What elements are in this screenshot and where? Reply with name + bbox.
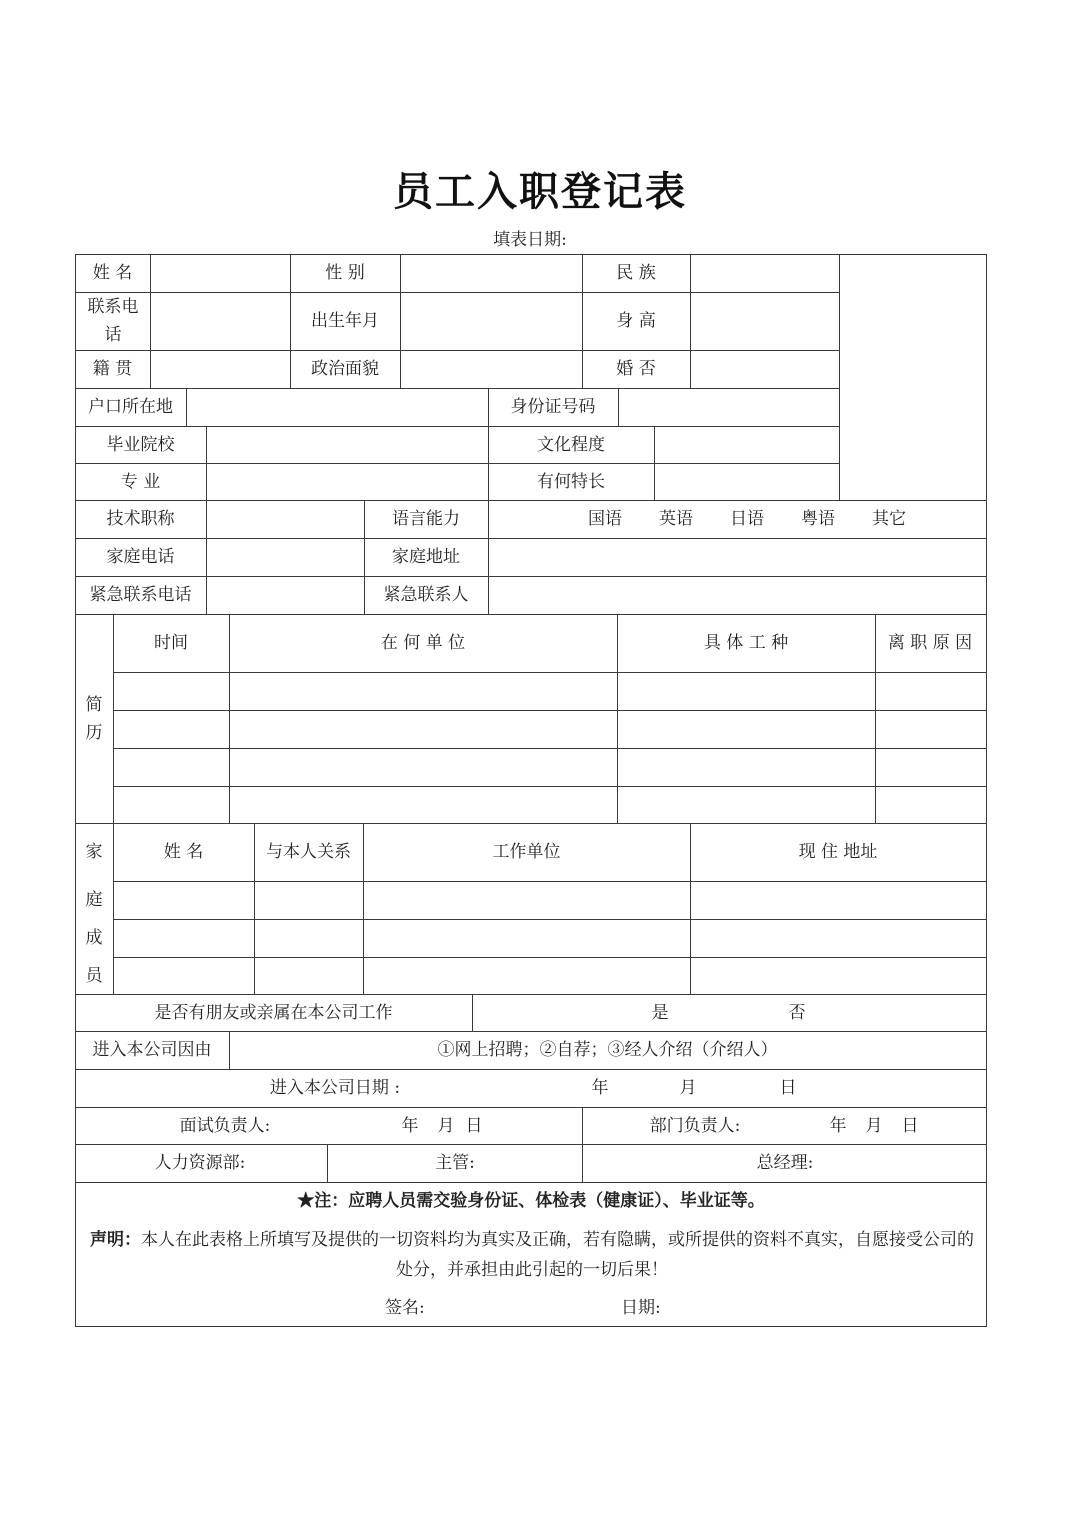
major-field[interactable] [206, 463, 488, 500]
emergency-phone-field[interactable] [206, 576, 364, 614]
dept-head-day: 日 [901, 1115, 919, 1136]
phone-label: 联系电话 [87, 297, 139, 345]
registration-form [75, 254, 987, 1327]
marital-field[interactable] [690, 350, 839, 388]
specialty-label: 有何特长 [537, 471, 605, 492]
interviewer-month: 月 [437, 1115, 455, 1136]
family-label-4: 员 [85, 965, 103, 986]
name-label: 姓 名 [92, 263, 133, 283]
fill-date-label: 填表日期: [493, 230, 567, 250]
dept-head-year: 年 [829, 1115, 847, 1136]
interviewer-label: 面试负责人: [179, 1115, 271, 1136]
language-option[interactable]: 国语 [588, 509, 622, 529]
resume-entry-field[interactable] [113, 748, 987, 786]
home-phone-label: 家庭电话 [106, 547, 175, 567]
family-entry-field[interactable] [113, 919, 987, 957]
language-option[interactable]: 日语 [730, 509, 764, 529]
grid-line [472, 994, 473, 1031]
date-label: 日期: [621, 1298, 661, 1318]
family-label-3: 成 [85, 928, 103, 948]
declaration-label: 声明： [90, 1230, 141, 1250]
dept-head-month: 月 [865, 1115, 883, 1136]
hukou-label: 户口所在地 [88, 397, 173, 417]
family-header-address: 现 住 地址 [798, 842, 878, 862]
resume-header-job: 具 体 工 种 [703, 633, 789, 653]
education-field[interactable] [654, 426, 839, 463]
resume-entry-field[interactable] [113, 672, 987, 710]
family-entry-field[interactable] [113, 957, 987, 994]
photo-box [839, 254, 986, 500]
supervisor-label: 主管: [435, 1153, 475, 1173]
relatives-no-option[interactable]: 否 [788, 1002, 806, 1023]
declaration-text: 本人在此表格上所填写及提供的一切资料均为真实及正确，若有隐瞒，或所提供的资料不真实，自愿接受公司的处分，并承担由此引起的一切后果！ [141, 1230, 974, 1280]
tech-title-label: 技术职称 [106, 509, 175, 529]
home-address-label: 家庭地址 [392, 547, 460, 567]
emergency-contact-field[interactable] [488, 576, 986, 614]
birth-field[interactable] [400, 292, 582, 350]
join-day-label: 日 [779, 1078, 797, 1098]
reason-label: 进入本公司因由 [92, 1040, 212, 1060]
language-option[interactable]: 粤语 [801, 509, 835, 529]
language-option[interactable]: 其它 [872, 509, 906, 529]
grid-line [327, 1144, 328, 1182]
home-address-field[interactable] [488, 538, 986, 576]
school-field[interactable] [206, 426, 488, 463]
id-number-field[interactable] [618, 388, 839, 426]
specialty-field[interactable] [654, 463, 839, 500]
birth-label: 出生年月 [311, 311, 379, 331]
height-label: 身 高 [616, 311, 656, 331]
political-status-field[interactable] [400, 350, 582, 388]
join-year-label: 年 [591, 1078, 609, 1098]
phone-field[interactable] [150, 292, 290, 350]
family-header-name: 姓 名 [163, 842, 204, 862]
grid-line [75, 1069, 987, 1070]
language-options [488, 500, 986, 538]
resume-entry-field[interactable] [113, 786, 987, 823]
grid-line [75, 1326, 987, 1327]
resume-header-time: 时间 [154, 633, 188, 653]
resume-header-reason: 离 职 原 因 [887, 633, 973, 653]
note-star: ★注：应聘人员需交验身份证、体检表（健康证）、毕业证等。 [297, 1191, 765, 1211]
ethnicity-field[interactable] [690, 254, 839, 292]
ethnicity-label: 民 族 [616, 263, 656, 283]
form-title: 员工入职登记表 [393, 169, 687, 215]
reason-options[interactable]: ①网上招聘；②自荐；③经人介绍（介绍人） [437, 1040, 778, 1060]
resume-label: 简 历 [85, 694, 103, 743]
language-label: 语言能力 [392, 509, 460, 529]
join-date-label: 进入本公司日期 : [269, 1078, 401, 1098]
political-status-label: 政治面貌 [311, 359, 379, 379]
relatives-question: 是否有朋友或亲属在本公司工作 [154, 1002, 393, 1023]
major-label: 专 业 [120, 471, 161, 492]
native-place-label: 籍 贯 [92, 359, 133, 379]
relatives-yes-option[interactable]: 是 [651, 1002, 669, 1023]
grid-line [582, 1107, 583, 1182]
hr-label: 人力资源部: [154, 1153, 246, 1173]
school-label: 毕业院校 [106, 434, 175, 455]
marital-label: 婚 否 [616, 359, 656, 379]
family-label-2: 庭 [85, 890, 103, 910]
join-month-label: 月 [679, 1078, 697, 1098]
interviewer-year: 年 [401, 1115, 419, 1136]
gender-field[interactable] [400, 254, 582, 292]
emergency-contact-label: 紧急联系人 [383, 585, 469, 605]
height-field[interactable] [690, 292, 839, 350]
gender-label: 性 别 [325, 263, 365, 283]
family-header-relation: 与本人关系 [266, 842, 351, 862]
gm-label: 总经理: [756, 1153, 814, 1173]
dept-head-label: 部门负责人: [649, 1115, 741, 1136]
native-place-field[interactable] [150, 350, 290, 388]
family-entry-field[interactable] [113, 881, 987, 919]
id-number-label: 身份证号码 [510, 397, 596, 417]
resume-header-company: 在 何 单 位 [380, 633, 466, 653]
education-label: 文化程度 [537, 434, 605, 455]
family-header-workplace: 工作单位 [492, 842, 561, 862]
signature-label: 签名: [385, 1298, 425, 1318]
declaration [85, 1225, 979, 1285]
name-field[interactable] [150, 254, 290, 292]
hukou-field[interactable] [186, 388, 488, 426]
home-phone-field[interactable] [206, 538, 364, 576]
emergency-phone-label: 紧急联系电话 [89, 585, 192, 605]
resume-entry-field[interactable] [113, 710, 987, 748]
interviewer-day: 日 [465, 1115, 483, 1136]
family-label-1: 家 [85, 842, 103, 862]
tech-title-field[interactable] [206, 500, 364, 538]
language-option[interactable]: 英语 [659, 509, 693, 529]
grid-line [75, 1182, 987, 1183]
